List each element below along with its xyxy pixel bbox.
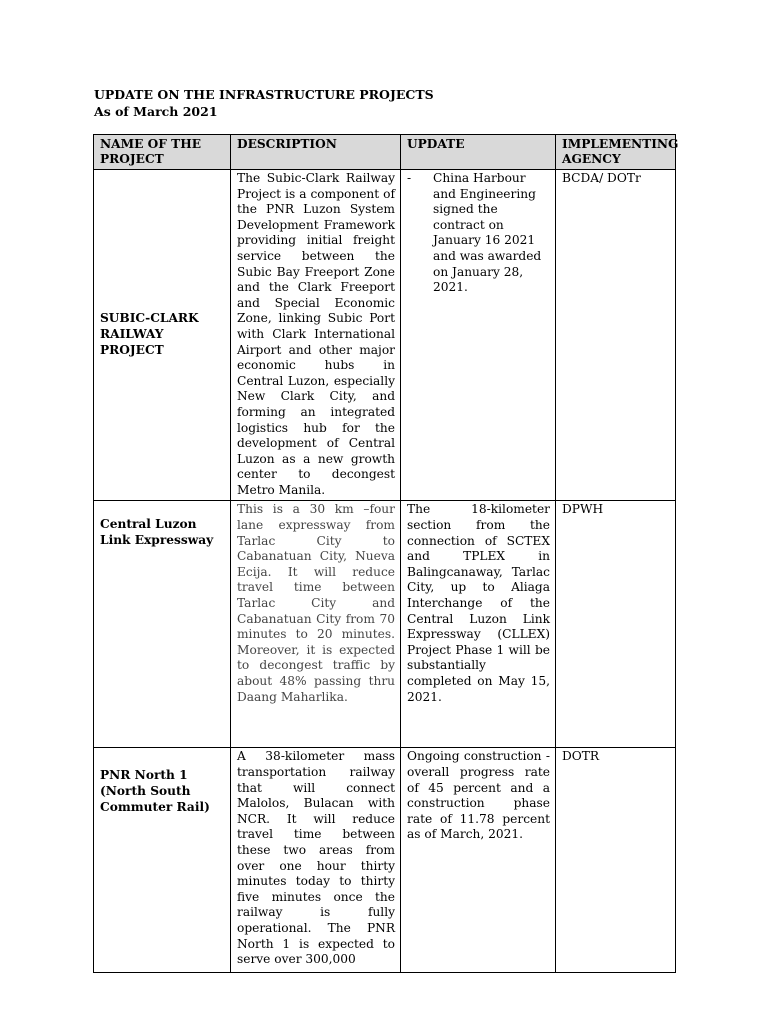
project-description: The Subic-Clark Railway Project is a component of the PNR Luzon System Development Framework providing initial freight service between the Subic Bay Freeport Zone and the Clark Freeport and Special Economic Zone, linking Subic Port with Clark International Airport and other major economic hubs in Central Luzon, especially New Clark City, and forming an integrated logistics hub for the development of Central Luzon as a new growth center to decongest Metro Manila. bbox=[231, 170, 401, 501]
project-name: PNR North 1 (North South Commuter Rail) bbox=[100, 768, 210, 814]
project-update-cell bbox=[401, 170, 556, 501]
projects-table bbox=[93, 134, 679, 973]
table-header-row bbox=[94, 135, 676, 170]
title-line-2: As of March 2021 bbox=[94, 104, 218, 119]
header-update: UPDATE bbox=[401, 135, 556, 170]
table-row bbox=[94, 748, 676, 973]
table-row bbox=[94, 501, 676, 748]
project-agency: DPWH bbox=[556, 501, 676, 748]
project-agency: BCDA/ DOTr bbox=[556, 170, 676, 501]
project-name: SUBIC-CLARK RAILWAY PROJECT bbox=[100, 311, 199, 357]
header-description: DESCRIPTION bbox=[231, 135, 401, 170]
update-bullet: - bbox=[407, 171, 412, 185]
project-name-cell bbox=[94, 501, 231, 748]
update-list-item bbox=[407, 171, 550, 296]
project-name-cell bbox=[94, 170, 231, 501]
title-line-1: UPDATE ON THE INFRASTRUCTURE PROJECTS bbox=[94, 87, 434, 102]
header-implementing-agency: IMPLEMENTING AGENCY bbox=[556, 135, 676, 170]
project-update: China Harbour and Engineering signed the contract on January 16 2021 and was awarded on January 28, 2021. bbox=[433, 171, 542, 295]
table-row bbox=[94, 170, 676, 501]
project-name: Central Luzon Link Expressway bbox=[100, 517, 214, 548]
project-update: The 18-kilometer section from the connection of SCTEX and TPLEX in Balingcanaway, Tarlac City, up to Aliaga Interchange of the Central Luzon Link Expressway (CLLEX) Project Phase 1 will be substantially completed on May 15, 2021. bbox=[401, 501, 556, 748]
project-description: This is a 30 km –four lane expressway from Tarlac City to Cabanatuan City, Nueva Ecija. It will reduce travel time between Tarlac City and Cabanatuan City from 70 minutes to 20 minutes. Moreover, it is expected to decongest traffic by about 48% passing thru Daang Maharlika. bbox=[231, 501, 401, 748]
document-title bbox=[94, 86, 654, 120]
header-project-name: NAME OF THE PROJECT bbox=[94, 135, 231, 170]
project-agency: DOTR bbox=[556, 748, 676, 973]
project-update: Ongoing construction - overall progress rate of 45 percent and a construction phase rate of 11.78 percent as of March, 2021. bbox=[401, 748, 556, 973]
project-description: A 38-kilometer mass transportation railway that will connect Malolos, Bulacan with NCR. It will reduce travel time between these two areas from over one hour thirty minutes today to thirty five minutes once the railway is fully operational. The PNR North 1 is expected to serve over 300,000 bbox=[231, 748, 401, 973]
project-name-cell bbox=[94, 748, 231, 973]
